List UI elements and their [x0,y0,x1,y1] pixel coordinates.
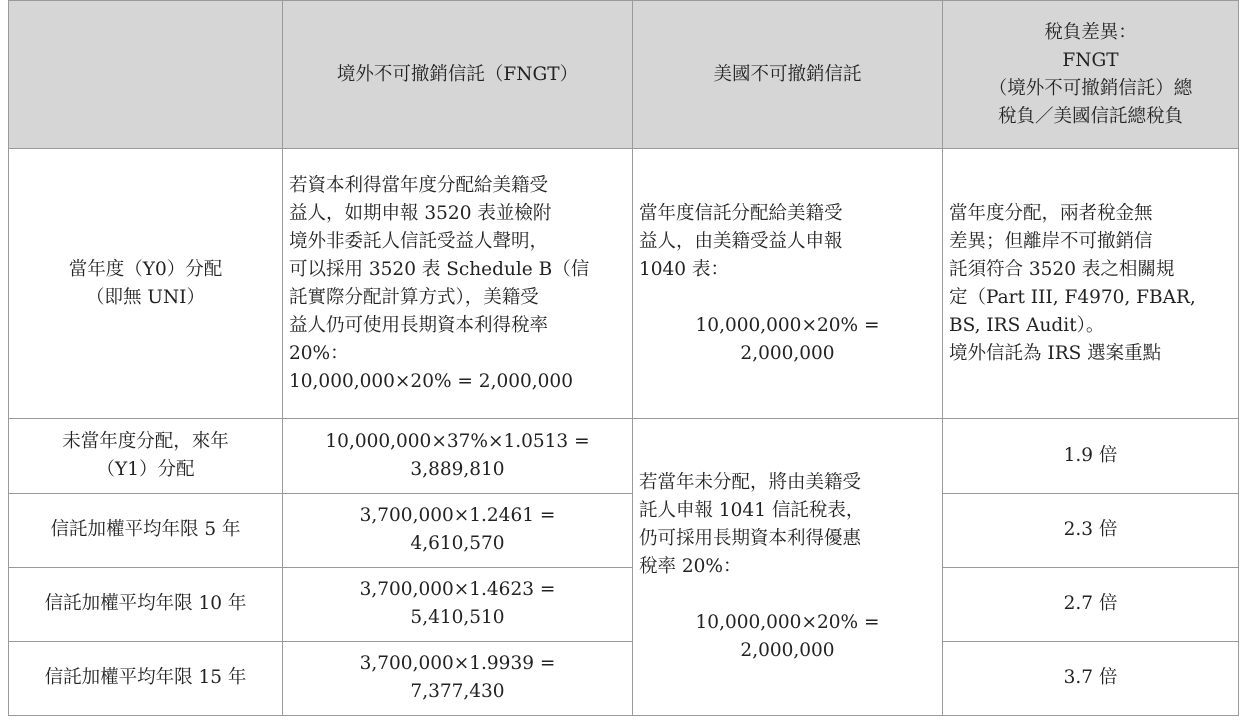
us-merged-calc-line-1: 10,000,000×20% = [695,612,880,634]
us-y0-text: 當年度信託分配給美籍受 益人，由美籍受益人申報 1040 表： [639,202,843,280]
row-label-line-2: （即無 UNI） [86,286,205,308]
calc-line-1: 10,000,000×37%×1.0513 = [325,431,590,453]
header-tax-difference [943,1,1239,149]
header-diff-line-4: 稅負／美國信託總稅負 [997,105,1183,127]
calc-line-2: 7,377,430 [410,681,505,703]
header-fngt: 境外不可撤銷信託（FNGT） [283,1,633,149]
header-empty-cell [9,1,283,149]
diff-y0-cell: 當年度分配，兩者稅金無 差異；但離岸不可撤銷信 託須符合 3520 表之相關規 定（Part III, F4970, FBAR, BS, IRS Audit）。 境外信託為 IRS 選案重點 [943,149,1239,419]
row-label-line-1: 當年度（Y0）分配 [68,258,223,280]
table-row [9,149,1239,419]
row-label-10y: 信託加權平均年限 10 年 [9,567,283,641]
diff-ratio-cell: 2.7 倍 [943,567,1239,641]
fngt-y0-cell: 若資本利得當年度分配給美籍受 益人，如期申報 3520 表並檢附 境外非委託人信託受益人聲明， 可以採用 3520 表 Schedule B（信 託實際分配計算方式），美籍受 益人仍可使用長期資本利得稅率 20%： 10,000,000×20% = 2,000,000 [283,149,633,419]
calc-line-1: 3,700,000×1.2461 = [359,505,556,527]
calc-line-2: 3,889,810 [410,459,505,481]
header-us-trust: 美國不可撤銷信託 [633,1,943,149]
table-row [9,493,1239,567]
us-merged-text: 若當年未分配，將由美籍受 託人申報 1041 信託稅表， 仍可採用長期資本利得優惠 稅率 20%： [639,472,865,578]
tax-comparison-table [8,0,1239,716]
calc-line-2: 5,410,510 [410,607,505,629]
row-label-15y: 信託加權平均年限 15 年 [9,641,283,715]
table-row [9,641,1239,715]
fngt-calc-cell [283,419,633,493]
us-merged-cell [633,419,943,716]
row-label-line-2: （Y1）分配 [96,459,195,481]
us-y0-cell [633,149,943,419]
us-merged-calc-line-2: 2,000,000 [740,640,835,662]
table-row [9,567,1239,641]
fngt-calc-cell [283,493,633,567]
fngt-calc-cell [283,641,633,715]
fngt-calc-cell [283,567,633,641]
diff-ratio-cell: 1.9 倍 [943,419,1239,493]
diff-ratio-cell: 2.3 倍 [943,493,1239,567]
row-label-line-1: 未當年度分配，來年 [62,431,229,453]
row-label-5y: 信託加權平均年限 5 年 [9,493,283,567]
calc-line-1: 3,700,000×1.9939 = [359,653,556,675]
row-label-y0 [9,149,283,419]
us-y0-calc-line-2: 2,000,000 [740,342,835,364]
header-diff-line-3: （境外不可撤銷信託）總 [988,77,1193,99]
calc-line-2: 4,610,570 [410,533,505,555]
table-row [9,419,1239,493]
row-label-y1 [9,419,283,493]
header-diff-line-2: FNGT [1062,49,1119,71]
calc-line-1: 3,700,000×1.4623 = [359,579,556,601]
diff-ratio-cell: 3.7 倍 [943,641,1239,715]
us-y0-calc-line-1: 10,000,000×20% = [695,314,880,336]
header-diff-line-1: 稅負差異： [1044,21,1137,43]
